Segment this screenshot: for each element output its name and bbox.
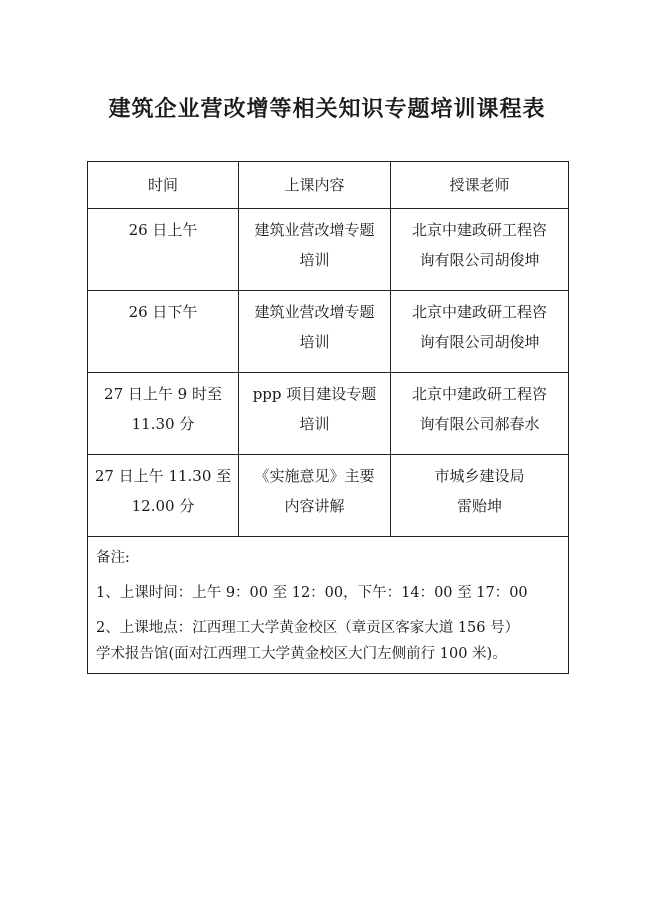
teacher-text: 雷贻坤 [456,497,502,515]
note-text: 1、上课时间：上午 9：00 至 12：00，下午：14：00 至 17：00 [96,585,528,601]
content-text: 培训 [299,415,330,433]
table-row [88,209,569,291]
time-cell [88,373,239,455]
content-cell [239,455,391,537]
content-text: 培训 [299,333,330,351]
teacher-text: 询有限公司郝春水 [419,415,540,433]
teacher-text: 询有限公司胡俊坤 [419,251,540,269]
content-text: 建筑业营改增专题 [254,303,375,321]
content-cell [239,373,391,455]
table-row [88,455,569,537]
time-text: 26 日下午 [128,303,198,321]
schedule-table [87,161,569,674]
note-text: 2、上课地点：江西理工大学黄金校区（章贡区客家大道 156 号） [96,620,520,636]
content-text: ppp 项目建设专题 [252,385,377,403]
time-text: 26 日上午 [128,221,198,239]
teacher-cell [391,209,569,291]
teacher-text: 询有限公司胡俊坤 [419,333,540,351]
time-text: 27 日上午 9 时至 [104,385,222,403]
teacher-text: 北京中建政研工程咨 [411,221,547,239]
teacher-text: 市城乡建设局 [434,467,525,485]
time-text: 12.00 分 [131,497,195,515]
teacher-text: 北京中建政研工程咨 [411,303,547,321]
teacher-cell [391,291,569,373]
time-cell [88,209,239,291]
time-cell [88,455,239,537]
note-item [96,615,564,667]
header-time: 时间 [88,162,239,209]
document-title: 建筑企业营改增等相关知识专题培训课程表 [108,96,546,122]
time-cell [88,291,239,373]
header-content: 上课内容 [239,162,391,209]
time-text: 11.30 分 [131,415,195,433]
teacher-cell [391,373,569,455]
content-cell [239,291,391,373]
notes-cell [88,537,569,674]
content-cell [239,209,391,291]
table-row [88,291,569,373]
teacher-text: 北京中建政研工程咨 [411,385,547,403]
content-text: 培训 [299,251,330,269]
table-row [88,373,569,455]
content-text: 《实施意见》主要 [254,467,375,485]
content-text: 内容讲解 [284,497,345,515]
note-item [96,580,564,606]
note-text: 学术报告馆(面对江西理工大学黄金校区大门左侧前行 100 米)。 [96,646,507,662]
teacher-cell [391,455,569,537]
table-header-row [88,162,569,209]
header-teacher: 授课老师 [391,162,569,209]
time-text: 27 日上午 11.30 至 [94,467,232,485]
notes-label: 备注: [96,550,130,566]
content-text: 建筑业营改增专题 [254,221,375,239]
notes-row [88,537,569,674]
